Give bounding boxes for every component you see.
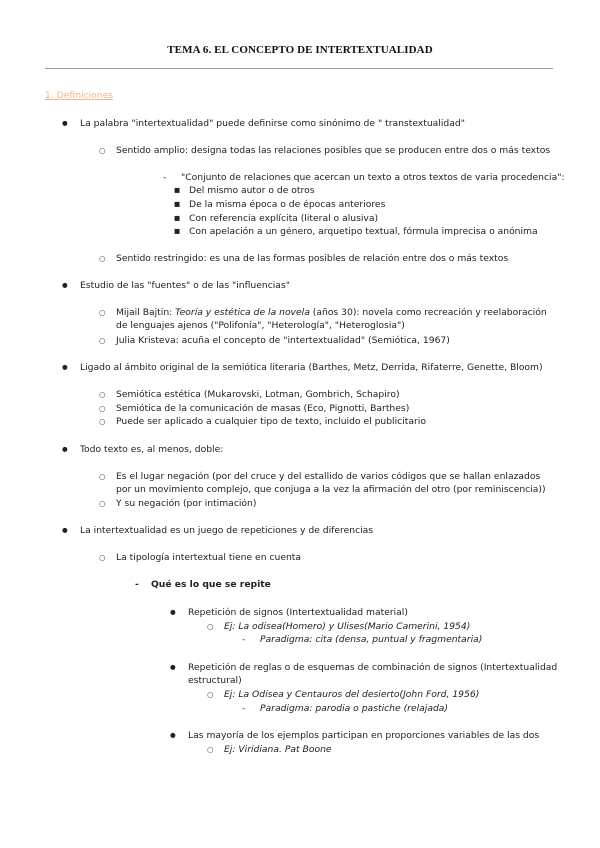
list-item: ■ Con apelación a un género, arquetipo textual, fórmula imprecisa o anónima [189,225,538,238]
example-item: ○ Ej: La Odisea y Centauros del desierto(John Ford, 1956) [224,688,479,701]
list-item: ● Las mayoría de los ejemplos participan en proporciones variables de las dos [188,729,539,742]
list-item: ● Todo texto es, al menos, doble: [80,443,223,456]
list-item: ○ Sentido restringido: es una de las formas posibles de relación entre dos o más textos [116,252,508,265]
list-item: - "Conjunto de relaciones que acercan un texto a otros textos de varia procedencia": [181,171,565,184]
list-item: ■ De la misma época o de épocas anteriores [189,198,385,211]
list-item: ○ Y su negación (por intimación) [116,497,256,510]
list-item: ○ Julia Kristeva: acuña el concepto de "intertextualidad" (Semiótica, 1967) [116,334,450,347]
section-heading: 1. Definiciones [45,90,114,101]
list-item: ○ La tipología intertextual tiene en cuenta [116,551,301,564]
list-item: ○ Semiótica estética (Mukarovski, Lotman, Gombrich, Schapiro) [116,388,400,401]
list-item-text: Mijail Bajtin: [116,307,176,318]
page-title: TEMA 6. EL CONCEPTO DE INTERTEXTUALIDAD [167,44,433,56]
list-item: ● La intertextualidad es un juego de repeticiones y de diferencias [80,524,373,537]
list-item-text: (años 30): novela como recreación y reelaboración de lenguajes ajenos ("Polifonía", "Heterología", "Heteroglosia") [116,307,547,331]
list-item: ● Estudio de las "fuentes" o de las "influencias" [80,279,290,292]
paradigm-item: - Paradigma: parodia o pastiche (relajada) [260,702,448,715]
example-item: ○ Ej: La odisea(Homero) y Ulises(Mario Camerini, 1954) [224,620,470,633]
list-item: ● Repetición de signos (Intertextualidad material) [188,606,408,619]
title-divider [45,68,553,69]
list-item: ○ Es el lugar negación (por del cruce y del estallido de varios códigos que se hallan enlazados por un movimiento complejo, que conjuga a la vez la afirmación del otro (por reminiscencia)) [116,470,558,496]
list-item: ○ Sentido amplio: designa todas las relaciones posibles que se producen entre dos o más textos [116,144,550,157]
list-item: ● La palabra "intertextualidad" puede definirse como sinónimo de " transtextualidad" [80,117,465,130]
list-item: ■ Con referencia explícita (literal o alusiva) [189,212,378,225]
subheading: - Qué es lo que se repite [151,578,271,591]
book-title: Teoría y estética de la novela [175,307,310,318]
list-item: ● Repetición de reglas o de esquemas de combinación de signos (Intertextualidad estructural) [188,661,558,687]
list-item: ○ Semiótica de la comunicación de masas (Eco, Pignotti, Barthes) [116,402,409,415]
paradigm-item: - Paradigma: cita (densa, puntual y fragmentaria) [260,633,482,646]
list-item: ■ Del mismo autor o de otros [189,184,315,197]
list-item [116,306,558,332]
list-item: ○ Puede ser aplicado a cualquier tipo de texto, incluido el publicitario [116,415,426,428]
example-item: ○ Ej: Viridiana. Pat Boone [224,743,332,756]
list-item: ● Ligado al ámbito original de la semiótica literaria (Barthes, Metz, Derrida, Rifaterre, Genette, Bloom) [80,361,543,374]
